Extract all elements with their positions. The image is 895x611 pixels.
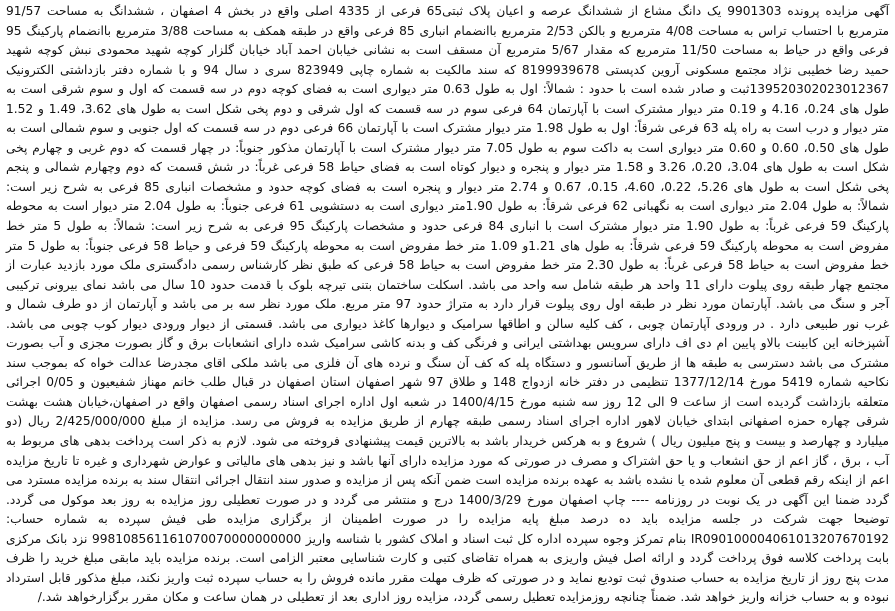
auction-notice-text: آگهی مزایده پرونده 9901303 یک دانگ مشاع از ششدانگ عرصه و اعیان پلاک ثبتی65 فرعی از 4335 اصلی واقع در بخش 4 اصفهان ، ششدانگ به مساحت 91/57 مترمربع با احتساب تراس به مساحت 4/08 مترمربع و بالکن 2/53 مترمربع باانضمام انباری 85 فرعی واقع در طبقه همکف به مساحت 3/88 مترمربع باانضمام پارکینگ 95 فرعی واقع در حیاط به مساحت 11/50 مترمربع که مقدار 5/67 مترمربع آن مسقف است به نشانی خیابان احمد آباد خیابان گلزار کوچه شهید محمودی نبش کوچه شهید حمید رضا خطیبی نژاد مجتمع مسکونی آروین کدپستی 8199939678 که سند مالکیت به شماره چاپی 823949 سری د سال 94 و با شماره دفتر بازداشتی الکترونیک 139520302023012367ثبت و صادر شده است با حدود : شمالاً: اول به طول 0.63 متر دیواری است به فضای کوچه دوم در سه قسمت که اول و سوم شرقی است به طول های 0.24، 4.16 و 0.19 متر دیوار مشترک است با آپارتمان 64 فرعی سوم در سه قسمت که اول شرقی و دوم پخی شکل است به طول های 3.62، 1.49 و 1.52 متر دیوار و درب است به راه پله 63 فرعی شرقاً: اول به طول 1.98 متر دیوار مشترک است با آپارتمان 66 فرعی دوم در سه قسمت که اول جنوبی و سوم شمالی است به طول های 0.50، 0.60 و 0.60 متر دیواری است به داکت سوم به طول 7.05 متر دیوار مشترک است با آپارتمان مذکور جنوباً: در چهار قسمت که دوم غربی و چهارم پخی شکل است به طول های 3.04، 0.20، 3.26 و 1.58 متر دیوار و پنجره و دیوار کوتاه است به فضای حیاط 58 فرعی غرباً: در شش قسمت که دوم وچهارم شمالی و پنجم پخی شکل است به طول های 5.26، 0.22، 4.60، 0.15، 0.67 و 2.74 متر دیوار و پنجره است به فضای کوچه حدود و مشخصات انباری 85 فرعی به شرح زیر است: شمالاً: به طول 2.04 متر دیواری است به نگهبانی 62 فرعی شرقاً: به طول 1.90متر دیواری است به دستشویی 61 فرعی جنوباً: به طول 2.04 متر دیوار است به محوطه پارکینگ 59 فرعی غرباً: به طول 1.90 متر دیوار مشترک است با انباری 84 فرعی حدود و مشخصات پارکینگ 95 فرعی به شرح زیر است: شمالاً: به طول 5 متر خط مفروض است به محوطه پارکینگ 59 فرعی شرقاً: به طول های 1.21و 1.09 متر خط مفروض است به محوطه پارکینگ 59 فرعی و حیاط 58 فرعی جنوباً: به طول 5 متر خط مفروض است به حیاط 58 فرعی غرباً: به طول 2.30 متر خط مفروض است به حیاط 58 فرعی که طبق نظر کارشناس رسمی دادگستری ملک مورد بازدید عبارت از مجتمع چهار طبقه روی پیلوت دارای 11 واحد هر طبقه شامل سه واحد می باشد. اسکلت ساختمان بتنی تیرچه بلوک با قدمت حدود 10 سال می باشد نمای بیرونی ترکیبی آجر و سنگ می باشد. آپارتمان مورد نظر در طبقه اول روی پیلوت قرار دارد به متراژ حدود 97 متر مربع. ملک مورد نظر سه بر می باشد و آپارتمان از دو طرف شمال و غرب نور طبیعی دارد . در ورودی آپارتمان چوبی ، کف کلیه سالن و اطاقها سرامیک و دیوارها کاغذ دیواری می باشد. قسمتی از دیوار ورودی دیوار کوب چوبی می باشد. آشپزخانه این کابینت بالاو پایین ام دی اف دارای سرویس بهداشتی ایرانی و فرنگی کف و بدنه کاشی سرامیک شده دارای انشعابات برق و گاز بصورت مجزی و آب بصورت مشترک می باشد دسترسی به طبقه ها از طریق آسانسور و دستگاه پله که کف آن سنگ و نرده های آن فلزی می باشد ملکی اقای مجدرضا عدالت خواه که بموجب سند نکاحیه شماره 5419 مورخ 1377/12/14 تنظیمی در دفتر خانه ازدواج 148 و طلاق 97 شهر اصفهان استان اصفهان در قبال طلب خانم مهناز شفیعیون و 0/05 اجرائی متعلقه بازداشت گردیده است از ساعت 9 الی 12 روز سه شنبه مورخ 1400/4/15 در شعبه اول اداره اجرای اسناد رسمی اصفهان واقع در اصفهان،خیابان هشت بهشت شرقی چهاره حمزه اصفهانی ابتدای خیابان لاهور اداره اجرای اسناد رسمی طبقه چهارم از طریق مزایده به فروش می رسد. مزایده از مبلغ 2/425/000/000 ریال (دو میلیارد و چهارصد و بیست و پنج میلیون ریال ) شروع و به هرکس خریدار باشد به بالاترین قیمت پیشنهادی فروخته می شود. لازم به ذکر است پرداخت بدهی های مربوط به آب ، برق ، گاز اعم از حق انشعاب و یا حق اشتراک و مصرف در صورتی که مورد مزایده دارای آنها باشد و نیز بدهی های مالیاتی و عوارض شهرداری و غیره تا تاریخ مزایده اعم از اینکه رقم قطعی آن معلوم شده یا نشده باشد به عهده برنده مزایده است ضمن آنکه پس از مزایده و صدور سند انتقال اجرائی انتقال سند به برنده مزایده مسترد می گردد ضمنا این آگهی در یک نوبت در روزنامه ---- چاپ اصفهان مورخ 1400/3/29 درج و منتشر می گردد و در صورت تعطیلی روز مزایده به روز بعد موکول می گردد. توضیحا جهت شرکت در جلسه مزایده باید ده درصد مبلغ پایه مزایده را در صورت اطمینان از برگزاری مزایده طی فیش سپرده به شماره حساب: IR090100004061013207670192 بنام تمرکز وجوه سپرده اداره کل ثبت اسناد و املاک کشور با شناسه واریز 998108561161070070000000000 نزد بانک مرکزی بابت پرداخت کلاسه فوق پرداخت گردد و ارائه اصل فیش واریزی به همراه تقاضای کتبی و کارت شناسایی معتبر الزامی است. برنده مزایده باید مابقی مبلغ خرید را ظرف مدت پنج روز از تاریخ مزایده به حساب صندوق ثبت تودیع نماید و در صورتی که ظرف مهلت مقرر مانده فروش را به حساب سپرده ثبت واریز نکند، مبلغ مذکور قابل استرداد نبوده و به حساب خزانه واریز خواهد شد. ضمناً چنانچه روزمزایده تعطیل رسمی گردد، مزایده روز اداری بعد از تعطیلی در همان ساعت و مکان مقرر برگزارخواهد شد./ — [6, 4, 890, 605]
